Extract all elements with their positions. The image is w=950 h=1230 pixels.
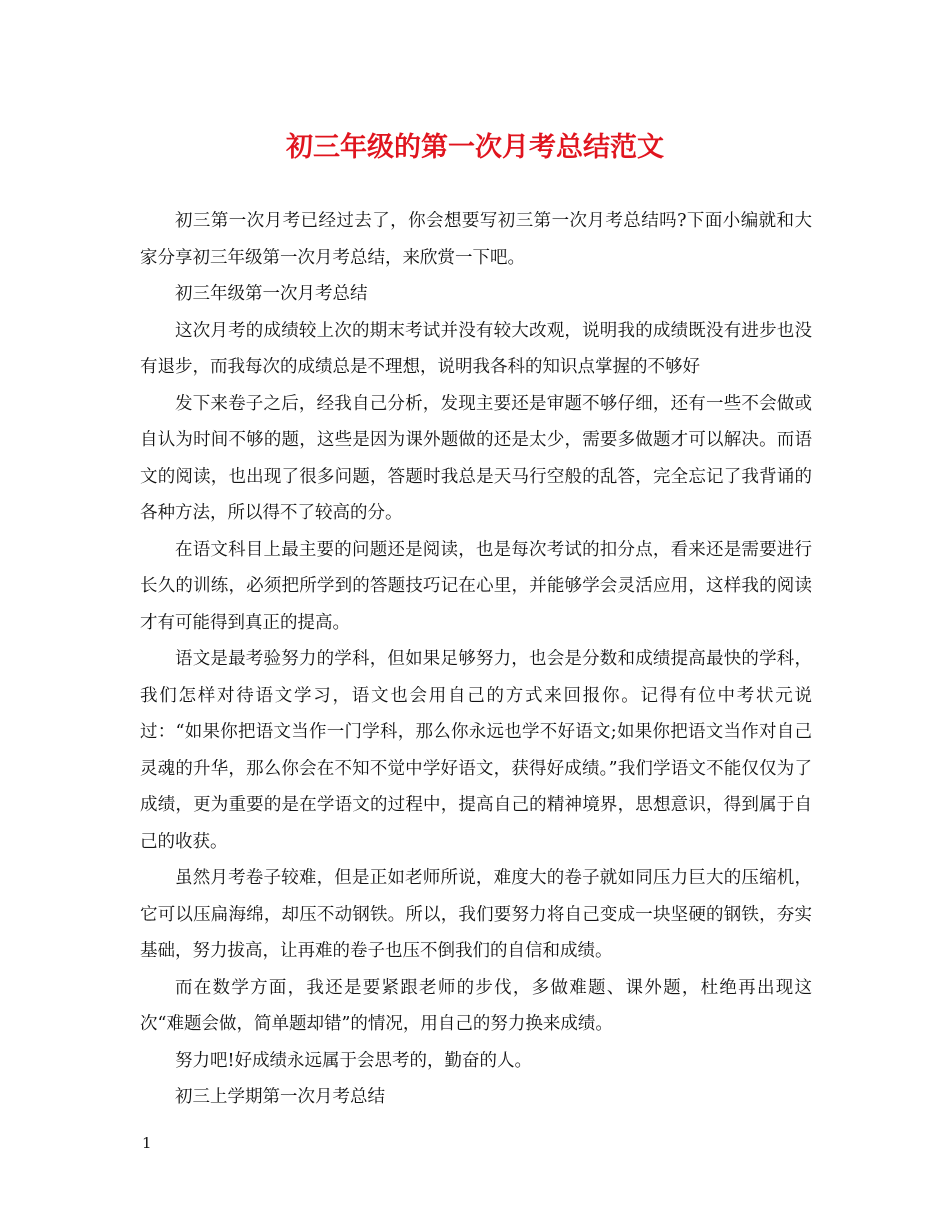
paragraph-subheading: 初三年级第一次月考总结 xyxy=(175,284,368,304)
document-title: 初三年级的第一次月考总结范文 xyxy=(286,132,664,163)
page-number: 1 xyxy=(142,1134,152,1152)
paragraph: 而在数学方面，我还是要紧跟老师的步伐，多做难题、课外题，杜绝再出现这次“难题会做，简单题却错”的情况，用自己的努力换来成绩。 xyxy=(140,977,812,1034)
paragraph: 在语文科目上最主要的问题还是阅读，也是每次考试的扣分点，看来还是需要进行长久的训练，必须把所学到的答题技巧记在心里，并能够学会灵活应用，这样我的阅读才有可能得到真正的提高。 xyxy=(140,539,812,633)
paragraph: 努力吧!好成绩永远属于会思考的，勤奋的人。 xyxy=(175,1050,533,1071)
paragraph: 发下来卷子之后，经我自己分析，发现主要还是审题不够仔细，还有一些不会做或自认为时间不够的题，这些是因为课外题做的还是太少，需要多做题才可以解决。而语文的阅读，也出现了很多问题，答题时我总是天马行空般的乱答，完全忘记了我背诵的各种方法，所以得不了较高的分。 xyxy=(140,393,812,523)
document-body xyxy=(140,203,812,1116)
paragraph: 语文是最考验努力的学科，但如果足够努力，也会是分数和成绩提高最快的学科，我们怎样对待语文学习，语文也会用自己的方式来回报你。记得有位中考状元说过：“如果你把语文当作一门学科，那么你永远也学不好语文;如果你把语文当作对自己灵魂的升华，那么你会在不知不觉中学好语文，获得好成绩。”我们学语文不能仅仅为了成绩，更为重要的是在学语文的过程中，提高自己的精神境界，思想意识，得到属于自己的收获。 xyxy=(140,649,812,852)
paragraph: 这次月考的成绩较上次的期末考试并没有较大改观，说明我的成绩既没有进步也没有退步，而我每次的成绩总是不理想，说明我各科的知识点掌握的不够好 xyxy=(140,320,812,377)
paragraph-intro: 初三第一次月考已经过去了，你会想要写初三第一次月考总结吗?下面小编就和大家分享初三年级第一次月考总结，来欣赏一下吧。 xyxy=(140,211,812,268)
paragraph-subheading: 初三上学期第一次月考总结 xyxy=(175,1087,385,1107)
paragraph: 虽然月考卷子较难，但是正如老师所说，难度大的卷子就如同压力巨大的压缩机，它可以压扁海绵，却压不动钢铁。所以，我们要努力将自己变成一块坚硬的钢铁，夯实基础，努力拔高，让再难的卷子也压不倒我们的自信和成绩。 xyxy=(140,868,812,961)
